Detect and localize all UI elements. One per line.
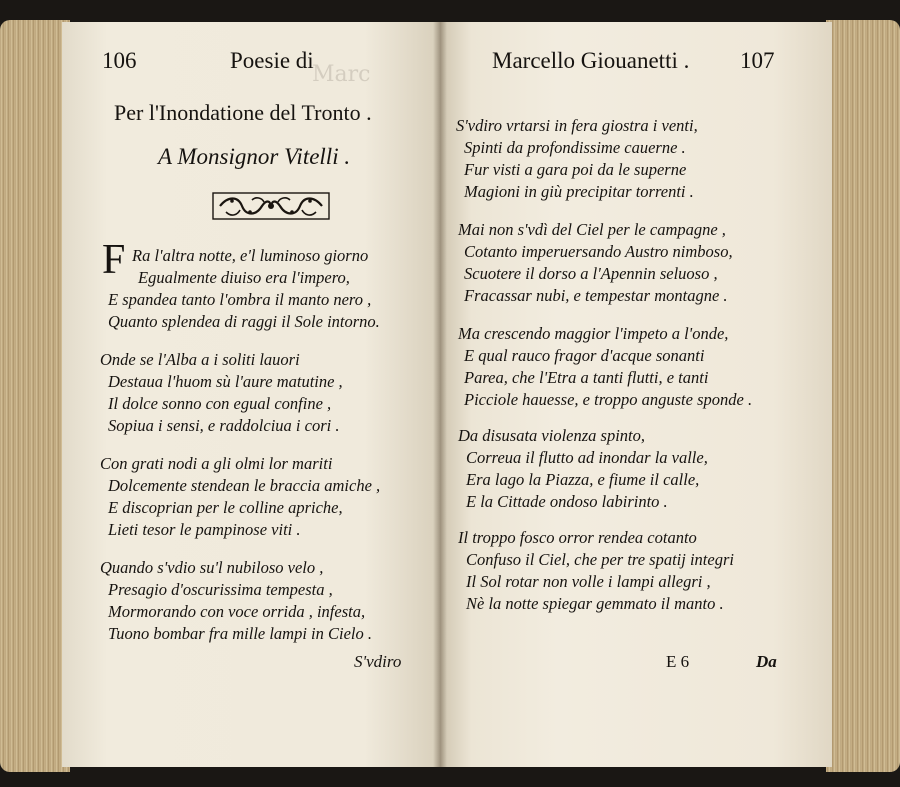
- verse-line: Con grati nodi a gli olmi lor mariti: [100, 454, 333, 473]
- poem-dedication: A Monsignor Vitelli .: [158, 144, 351, 169]
- signature-mark: E 6: [666, 652, 690, 671]
- verse-line: Da disusata violenza spinto,: [458, 426, 646, 445]
- verse-line: Quando s'vdio su'l nubiloso velo ,: [100, 558, 324, 577]
- verse-line: Il troppo fosco orror rendea cotanto: [458, 528, 697, 547]
- verse-line: Mormorando con voce orrida , infesta,: [108, 602, 366, 621]
- floral-ornament-icon: [212, 192, 330, 220]
- verse-line: Correua il flutto ad inondar la valle,: [466, 448, 708, 467]
- verse-line: Il Sol rotar non volle i lampi allegri ,: [466, 572, 711, 591]
- verse-line: Onde se l'Alba a i soliti lauori: [100, 350, 300, 369]
- verse-line: Scuotere il dorso a l'Apennin seluoso ,: [464, 264, 718, 283]
- bleed-through: Marc: [312, 62, 371, 87]
- verse-line: E qual rauco fragor d'acque sonanti: [464, 346, 705, 365]
- verse-line: Era lago la Piazza, e fiume il calle,: [466, 470, 700, 489]
- verse-line: Picciole hauesse, e troppo anguste sponde .: [464, 390, 753, 409]
- verse-line: Fracassar nubi, e tempestar montagne .: [464, 286, 728, 305]
- right-page: [440, 22, 832, 767]
- verse-line: Parea, che l'Etra a tanti flutti, e tanti: [464, 368, 709, 387]
- verse-line: Quanto splendea di raggi il Sole intorno.: [108, 312, 380, 331]
- left-page-number: 106: [102, 48, 137, 73]
- page-edges-left: [0, 20, 70, 772]
- verse-line: Dolcemente stendean le braccia amiche ,: [108, 476, 381, 495]
- verse-line: Ma crescendo maggior l'impeto a l'onde,: [458, 324, 729, 343]
- book-gutter: [433, 22, 447, 767]
- verse-line: Tuono bombar fra mille lampi in Cielo .: [108, 624, 373, 643]
- verse-line: E discoprian per le colline apriche,: [108, 498, 343, 517]
- left-running-head: Poesie di: [230, 48, 314, 73]
- left-catchword: S'vdiro: [354, 652, 402, 671]
- drop-cap: F: [102, 237, 126, 283]
- verse-line: Nè la notte spiegar gemmato il manto .: [466, 594, 724, 613]
- left-page: [62, 22, 440, 767]
- right-running-head: Marcello Giouanetti .: [492, 48, 690, 73]
- verse-line: Spinti da profondissime cauerne .: [464, 138, 686, 157]
- verse-line: Magioni in giù precipitar torrenti .: [464, 182, 694, 201]
- verse-line: Cotanto imperuersando Austro nimboso,: [464, 242, 733, 261]
- verse-line: Egualmente diuiso era l'impero,: [138, 268, 350, 287]
- verse-line: Confuso il Ciel, che per tre spatij integri: [466, 550, 734, 569]
- verse-line: Destaua l'huom sù l'aure matutine ,: [108, 372, 343, 391]
- right-page-number: 107: [740, 48, 775, 73]
- verse-line: Fur visti a gara poi da le superne: [464, 160, 687, 179]
- verse-line: Il dolce sonno con egual confine ,: [108, 394, 332, 413]
- verse-line: Ra l'altra notte, e'l luminoso giorno: [132, 246, 369, 265]
- poem-title: Per l'Inondatione del Tronto .: [114, 100, 372, 125]
- page-edges-right: [826, 20, 900, 772]
- verse-line: E spandea tanto l'ombra il manto nero ,: [108, 290, 372, 309]
- verse-line: Mai non s'vdì del Ciel per le campagne ,: [458, 220, 726, 239]
- verse-line: Lieti tesor le pampinose viti .: [108, 520, 301, 539]
- verse-line: E la Cittade ondoso labirinto .: [466, 492, 668, 511]
- right-catchword: Da: [756, 652, 777, 671]
- verse-line: Sopiua i sensi, e raddolciua i cori .: [108, 416, 340, 435]
- verse-line: S'vdiro vrtarsi in fera giostra i venti,: [456, 116, 698, 135]
- verse-line: Presagio d'oscurissima tempesta ,: [108, 580, 333, 599]
